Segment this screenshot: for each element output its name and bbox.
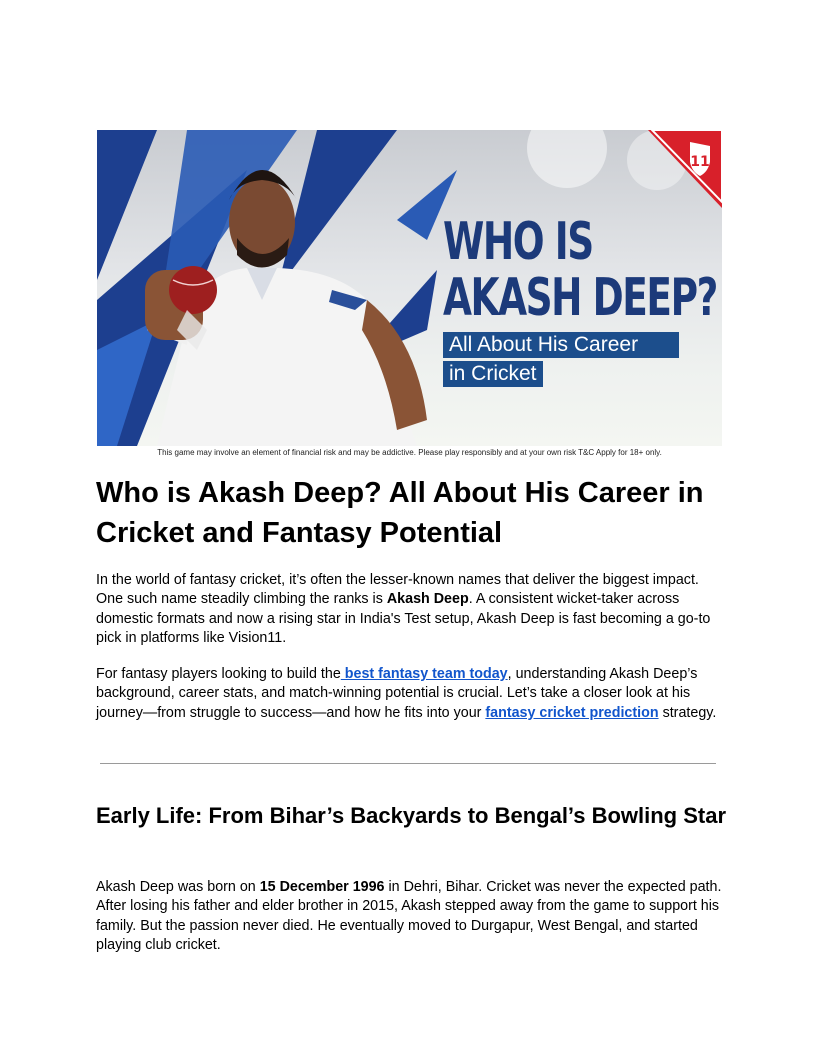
intro-paragraph: In the world of fantasy cricket, it’s often the lesser-known names that deliver the biggest impact. One such name steadily climbing the ranks is Akash Deep. A consistent wicket-taker across domestic formats and now a rising star in India's Test setup, Akash Deep is fast becoming a go-to pick in platforms like Vision11. xyxy=(96,572,711,647)
banner-tag-line2: in Cricket xyxy=(443,361,543,387)
banner-headline-line1: WHO IS xyxy=(443,212,593,272)
article-title: Who is Akash Deep? All About His Career in Cricket and Fantasy Potential xyxy=(96,477,704,549)
brand-logo-icon xyxy=(648,130,722,208)
player-name-bold: Akash Deep xyxy=(386,591,469,608)
section-heading: Early Life: From Bihar’s Backyards to Bengal’s Bowling Star xyxy=(96,803,727,828)
fantasy-cricket-prediction-link[interactable]: fantasy cricket prediction xyxy=(485,704,659,721)
risk-disclaimer: This game may involve an element of financial risk and may be addictive. Please play responsibly and at your own risk T&C Apply for 18+ only. xyxy=(157,448,662,457)
banner-headline-line2: AKASH DEEP? xyxy=(443,268,717,328)
birth-date-bold: 15 December 1996 xyxy=(259,879,385,895)
section-divider xyxy=(100,763,716,764)
best-fantasy-team-link[interactable]: best fantasy team today xyxy=(340,666,508,682)
early-life-paragraph: Akash Deep was born on 15 December 1996 in Dehri, Bihar. Cricket was never the expected path. After losing his father and elder brother in 2015, Akash stepped away from the game to support his family. But the passion never died. He eventually moved to Durgapur, West Bengal, and started playing club cricket. xyxy=(96,879,722,954)
banner-tag-line1: All About His Career xyxy=(443,332,679,358)
fantasy-paragraph: For fantasy players looking to build the best fantasy team today, understanding Akash Deep’s background, career stats, and match-winning potential is crucial. Let’s take a closer look at his journey—from struggle to success—and how he fits into your fantasy cricket prediction strategy. xyxy=(96,666,717,721)
hero-banner-image xyxy=(97,130,722,446)
svg-text:11: 11 xyxy=(690,154,710,170)
